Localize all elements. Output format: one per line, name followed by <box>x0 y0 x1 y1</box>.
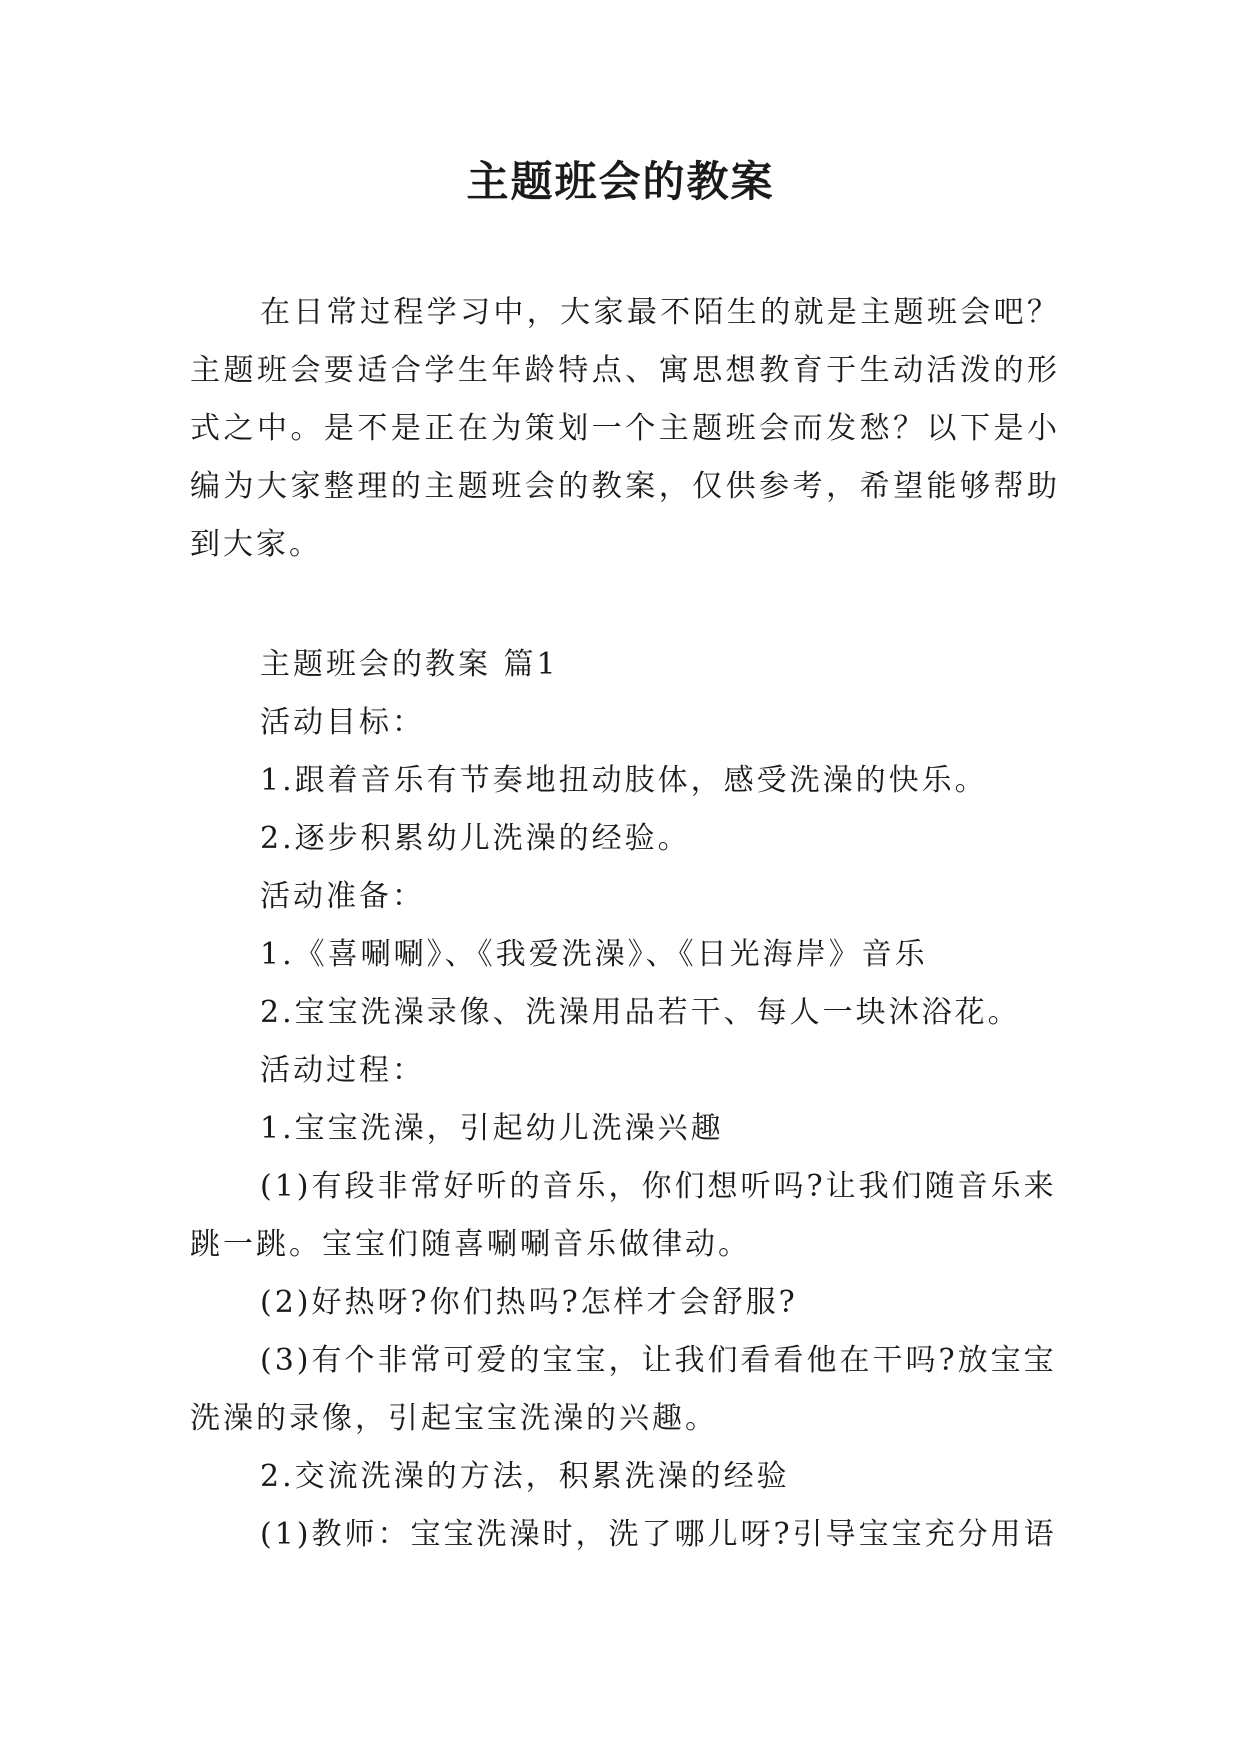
list-item: 1.跟着音乐有节奏地扭动肢体，感受洗澡的快乐。 <box>260 763 988 798</box>
list-item: (1)有段非常好听的音乐，你们想听吗?让我们随音乐来跳一跳。宝宝们随喜唰唰音乐做律动。 <box>190 1169 1057 1262</box>
list-item: 1.宝宝洗澡，引起幼儿洗澡兴趣 <box>260 1111 724 1146</box>
subheading-preparation: 活动准备： <box>260 879 425 914</box>
list-item: 2.逐步积累幼儿洗澡的经验。 <box>260 821 691 856</box>
list-item: (1)教师：宝宝洗澡时，洗了哪儿呀?引导宝宝充分用语 <box>260 1517 1057 1552</box>
document-title: 主题班会的教案 <box>466 157 775 206</box>
list-item: 1.《喜唰唰》、《我爱洗澡》、《日光海岸》音乐 <box>260 937 928 972</box>
list-item: (3)有个非常可爱的宝宝，让我们看看他在干吗?放宝宝洗澡的录像，引起宝宝洗澡的兴趣。 <box>190 1343 1057 1436</box>
list-item: 2.交流洗澡的方法，积累洗澡的经验 <box>260 1459 790 1494</box>
subheading-goals: 活动目标： <box>260 705 425 740</box>
section-heading: 主题班会的教案 篇1 <box>260 647 559 682</box>
lesson-section <box>190 636 1060 1564</box>
intro-paragraph: 在日常过程学习中，大家最不陌生的就是主题班会吧？主题班会要适合学生年龄特点、寓思想教育于生动活泼的形式之中。是不是正在为策划一个主题班会而发愁？以下是小编为大家整理的主题班会的教案，仅供参考，希望能够帮助到大家。 <box>190 295 1060 562</box>
list-item: 2.宝宝洗澡录像、洗澡用品若干、每人一块沐浴花。 <box>260 995 1021 1030</box>
subheading-process: 活动过程： <box>260 1053 425 1088</box>
list-item: (2)好热呀?你们热吗?怎样才会舒服? <box>260 1285 798 1320</box>
